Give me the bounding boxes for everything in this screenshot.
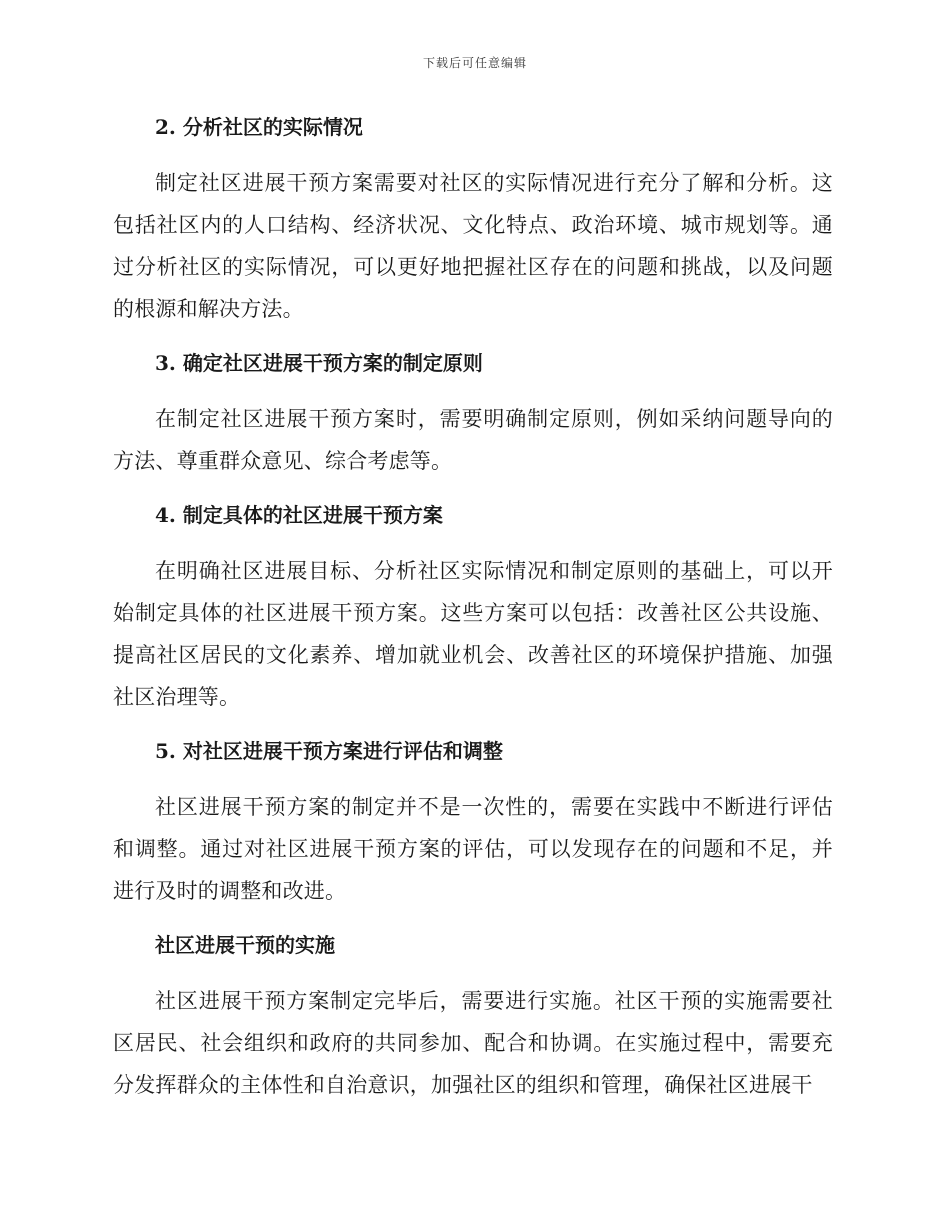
page-header-note: 下载后可任意编辑 bbox=[422, 56, 527, 70]
section-heading: 4. 制定具体的社区进展干预方案 bbox=[155, 503, 443, 527]
section-heading: 5. 对社区进展干预方案进行评估和调整 bbox=[155, 739, 503, 763]
section-analyze-community bbox=[113, 110, 833, 330]
section-principles bbox=[113, 346, 833, 482]
section-specific-plan bbox=[113, 498, 833, 718]
section-paragraph: 在明确社区进展目标、分析社区实际情况和制定原则的基础上，可以开始制定具体的社区进展干预方案。这些方案可以包括：改善社区公共设施、提高社区居民的文化素养、增加就业机会、改善社区的环境保护措施、加强社区治理等。 bbox=[113, 559, 833, 709]
section-heading: 2. 分析社区的实际情况 bbox=[155, 115, 363, 139]
section-paragraph: 在制定社区进展干预方案时，需要明确制定原则，例如采纳问题导向的方法、尊重群众意见、综合考虑等。 bbox=[113, 407, 833, 473]
document-body bbox=[113, 110, 833, 1106]
section-paragraph: 社区进展干预方案制定完毕后，需要进行实施。社区干预的实施需要社区居民、社会组织和政府的共同参加、配合和协调。在实施过程中，需要充分发挥群众的主体性和自治意识，加强社区的组织和管理，确保社区进展干 bbox=[113, 989, 833, 1097]
section-paragraph: 制定社区进展干预方案需要对社区的实际情况进行充分了解和分析。这包括社区内的人口结构、经济状况、文化特点、政治环境、城市规划等。通过分析社区的实际情况，可以更好地把握社区存在的问题和挑战，以及问题的根源和解决方法。 bbox=[113, 171, 833, 321]
section-heading: 3. 确定社区进展干预方案的制定原则 bbox=[155, 351, 483, 375]
section-heading: 社区进展干预的实施 bbox=[155, 933, 335, 957]
section-paragraph: 社区进展干预方案的制定并不是一次性的，需要在实践中不断进行评估和调整。通过对社区进展干预方案的评估，可以发现存在的问题和不足，并进行及时的调整和改进。 bbox=[113, 795, 833, 903]
section-implementation bbox=[113, 928, 833, 1106]
section-evaluate-adjust bbox=[113, 734, 833, 912]
